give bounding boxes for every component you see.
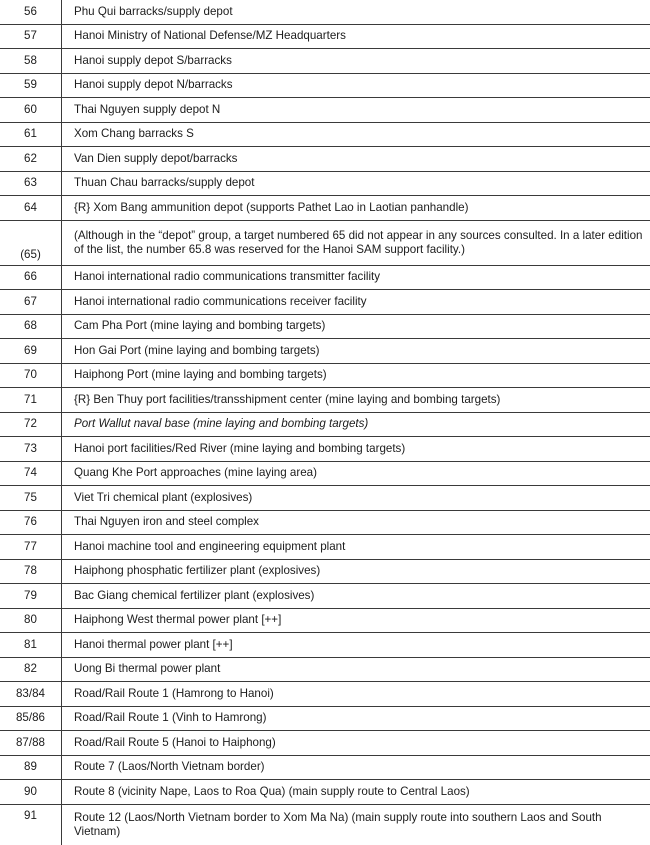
target-description: Hon Gai Port (mine laying and bombing targets)	[62, 339, 650, 364]
target-number: 82	[0, 657, 62, 682]
target-number: 78	[0, 559, 62, 584]
table-row	[0, 24, 650, 49]
target-description: Phu Qui barracks/supply depot	[62, 0, 650, 24]
table-row	[0, 388, 650, 413]
table-row	[0, 780, 650, 805]
table-row	[0, 682, 650, 707]
target-number: 83/84	[0, 682, 62, 707]
target-number: 57	[0, 24, 62, 49]
target-description: Thuan Chau barracks/supply depot	[62, 171, 650, 196]
target-number: 85/86	[0, 706, 62, 731]
table-row	[0, 535, 650, 560]
target-number: 63	[0, 171, 62, 196]
target-number: 62	[0, 147, 62, 172]
table-row	[0, 584, 650, 609]
target-description: Road/Rail Route 5 (Hanoi to Haiphong)	[62, 731, 650, 756]
target-number: 89	[0, 755, 62, 780]
target-description: Hanoi Ministry of National Defense/MZ Headquarters	[62, 24, 650, 49]
target-description: Haiphong West thermal power plant [++]	[62, 608, 650, 633]
target-description: Hanoi machine tool and engineering equipment plant	[62, 535, 650, 560]
table-row	[0, 755, 650, 780]
target-number: 75	[0, 486, 62, 511]
target-description: Cam Pha Port (mine laying and bombing targets)	[62, 314, 650, 339]
target-number: 56	[0, 0, 62, 24]
target-description: Xom Chang barracks S	[62, 122, 650, 147]
table-row	[0, 98, 650, 123]
target-description: Hanoi supply depot S/barracks	[62, 49, 650, 74]
table-row	[0, 0, 650, 24]
table-row	[0, 49, 650, 74]
target-number: 64	[0, 196, 62, 221]
table-row	[0, 314, 650, 339]
target-number: 61	[0, 122, 62, 147]
table-row	[0, 461, 650, 486]
table-row	[0, 122, 650, 147]
target-number: 72	[0, 412, 62, 437]
target-number: 79	[0, 584, 62, 609]
target-description: Bac Giang chemical fertilizer plant (explosives)	[62, 584, 650, 609]
target-number: 87/88	[0, 731, 62, 756]
table-row	[0, 608, 650, 633]
table-row	[0, 339, 650, 364]
target-number: 59	[0, 73, 62, 98]
target-description: Quang Khe Port approaches (mine laying area)	[62, 461, 650, 486]
target-description: Hanoi port facilities/Red River (mine laying and bombing targets)	[62, 437, 650, 462]
target-number: 67	[0, 290, 62, 315]
table-row	[0, 804, 650, 845]
target-description: Hanoi international radio communications transmitter facility	[62, 265, 650, 290]
target-description: Road/Rail Route 1 (Vinh to Hamrong)	[62, 706, 650, 731]
table-row	[0, 657, 650, 682]
target-description: Hanoi thermal power plant [++]	[62, 633, 650, 658]
target-description: Route 8 (vicinity Nape, Laos to Roa Qua) (main supply route to Central Laos)	[62, 780, 650, 805]
target-number: 58	[0, 49, 62, 74]
table-row	[0, 731, 650, 756]
target-number: 80	[0, 608, 62, 633]
table-row	[0, 559, 650, 584]
target-description: Hanoi international radio communications receiver facility	[62, 290, 650, 315]
table-row	[0, 633, 650, 658]
target-number: 71	[0, 388, 62, 413]
target-number: 66	[0, 265, 62, 290]
target-description: Uong Bi thermal power plant	[62, 657, 650, 682]
table-row	[0, 73, 650, 98]
target-description: (Although in the “depot” group, a target numbered 65 did not appear in any sources consulted. In a later edition of the list, the number 65.8 was reserved for the Hanoi SAM support facility.)	[62, 220, 650, 265]
target-description: {R} Xom Bang ammunition depot (supports Pathet Lao in Laotian panhandle)	[62, 196, 650, 221]
table-row	[0, 412, 650, 437]
target-number: 69	[0, 339, 62, 364]
target-description: Road/Rail Route 1 (Hamrong to Hanoi)	[62, 682, 650, 707]
target-description: Van Dien supply depot/barracks	[62, 147, 650, 172]
table-row	[0, 363, 650, 388]
target-description: Port Wallut naval base (mine laying and bombing targets)	[62, 412, 650, 437]
target-description: Haiphong phosphatic fertilizer plant (explosives)	[62, 559, 650, 584]
target-number: 60	[0, 98, 62, 123]
target-description: Route 7 (Laos/North Vietnam border)	[62, 755, 650, 780]
target-number: 81	[0, 633, 62, 658]
target-number: 91	[0, 804, 62, 845]
table-row	[0, 706, 650, 731]
target-description: {R} Ben Thuy port facilities/transshipment center (mine laying and bombing targets)	[62, 388, 650, 413]
target-description: Viet Tri chemical plant (explosives)	[62, 486, 650, 511]
target-number: 68	[0, 314, 62, 339]
table-row	[0, 437, 650, 462]
table-row	[0, 265, 650, 290]
table-row	[0, 147, 650, 172]
target-description: Thai Nguyen iron and steel complex	[62, 510, 650, 535]
target-number: 70	[0, 363, 62, 388]
target-description: Haiphong Port (mine laying and bombing targets)	[62, 363, 650, 388]
target-description: Thai Nguyen supply depot N	[62, 98, 650, 123]
table-row	[0, 486, 650, 511]
target-number: 73	[0, 437, 62, 462]
target-number: (65)	[0, 220, 62, 265]
table-row	[0, 220, 650, 265]
table-row	[0, 510, 650, 535]
target-number: 77	[0, 535, 62, 560]
target-number: 76	[0, 510, 62, 535]
target-number: 90	[0, 780, 62, 805]
table-row	[0, 171, 650, 196]
target-number: 74	[0, 461, 62, 486]
table-row	[0, 196, 650, 221]
target-description: Hanoi supply depot N/barracks	[62, 73, 650, 98]
table-row	[0, 290, 650, 315]
target-description: Route 12 (Laos/North Vietnam border to Xom Ma Na) (main supply route into southern Laos and South Vietnam)	[62, 804, 650, 845]
